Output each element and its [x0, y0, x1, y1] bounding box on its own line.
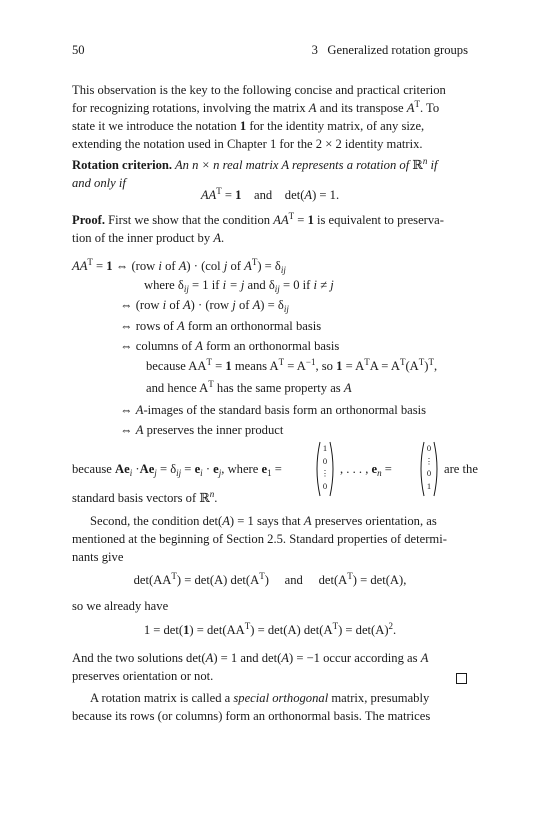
chain-row-2: where $\delta_{ij} = 1$ if i = j and $\delta_{ij} = 0$ if i ≠ j — [144, 278, 334, 294]
second-line-2: mentioned at the beginning of Section 2.5. Standard properties of determi- — [72, 532, 447, 546]
chain-row-8: ⇔ A-images of the standard basis form an orthonormal basis — [120, 403, 427, 417]
intro-line-2: for recognizing rotations, involving the matrix A and its transpose $A^T$. To — [72, 99, 440, 115]
intro-line-4: extending the notation used in Chapter 1 for the 2 × 2 identity matrix. — [72, 137, 423, 151]
vector-entry: 0 — [426, 443, 432, 453]
criterion-label: Rotation criterion. — [72, 158, 173, 172]
chain-row-9: ⇔ A preserves the inner product — [120, 423, 284, 437]
criterion-equation: $AA^T = 1$ and det(A) = 1. — [200, 186, 340, 202]
chain-row-4: ⇔ rows of A form an orthonormal basis — [120, 319, 322, 333]
determinant-chain-equation: $1 = \det(1) = \det(AA^T) = \det(A) \det(A^T) = \det(A)^2$. — [143, 621, 397, 637]
vector-entry: 0 — [322, 455, 328, 466]
vector-entry: 0 — [322, 480, 328, 491]
chain-row-5: ⇔ columns of A form an orthonormal basis — [120, 339, 340, 353]
chapter-title: 3 Generalized rotation groups — [311, 43, 468, 57]
intro-line-1: This observation is the key to the following concise and practical criterion — [72, 83, 446, 97]
final-line-1: A rotation matrix is called a special orthogonal matrix, presumably — [90, 691, 430, 705]
running-header — [72, 42, 468, 60]
basis-vector-e1 — [314, 440, 336, 498]
vector-entry: 1 — [322, 443, 328, 453]
chain-row-3: ⇔ (row i of A) · (row j of $A) = \delta_{ij}$ — [120, 298, 289, 314]
second-line-1: Second, the condition det(A) = 1 says that A preserves orientation, as — [90, 514, 437, 528]
final-line-2: because its rows (or columns) form an orthonormal basis. The matrices — [72, 709, 431, 723]
page-number: 50 — [72, 43, 85, 57]
criterion-line-2: and only if — [72, 176, 126, 190]
proof-line-2: tion of the inner product by A. — [72, 231, 225, 245]
vector-entry: ⋮ — [424, 455, 434, 466]
criterion-line-1: Rotation criterion. An n × n real matrix A represents a rotation of ℝ$^n$ if — [72, 156, 438, 172]
chain-row-7: and hence $A^T$ has the same property as A — [146, 379, 352, 395]
vector-entry: 1 — [426, 480, 432, 491]
vector-entry: 0 — [426, 468, 432, 478]
solutions-line-1: And the two solutions det(A) = 1 and det(A) = −1 occur according as A — [72, 651, 429, 665]
determinant-equation: $\det(AA^T) = \det(A)$ $\det(A^T)$ and $\det(A^T) = \det(A)$, — [133, 571, 407, 587]
chain-row-1: $AA^T = 1$ ⇔ (row i of A) · (col j of $A^T) = \delta_{ij}$ — [72, 257, 286, 275]
solutions-line-2: preserves orientation or not. — [72, 669, 214, 683]
proof-label: Proof. — [72, 213, 105, 227]
basis-vector-en — [418, 440, 440, 498]
vector-entry: ⋮ — [320, 468, 330, 478]
second-line-3: nants give — [72, 550, 124, 564]
qed-symbol — [456, 672, 467, 690]
proof-line-1: Proof. First we show that the condition $AA^T = 1$ is equivalent to preserva- — [72, 211, 444, 227]
basis-vectors-line: because $Ae_i \cdot Ae_j = \delta_{ij} = e_i \cdot e_j$, where $e_1$ = 1 0 ⋮ 0 , . . . , $e_n$ = 0 ⋮ 0 1 are the — [72, 440, 468, 500]
intro-line-3: state it we introduce the notation 1 for the identity matrix, of any size, — [72, 119, 425, 133]
so-line: so we already have — [72, 599, 169, 613]
chain-row-6: because $AA^T = 1$ means $A^T = A^{-1}$, so $1 = A^TA = A^T(A^T)^T$, — [146, 357, 438, 373]
standard-basis-line: standard basis vectors of ℝ$^n$. — [72, 489, 218, 505]
